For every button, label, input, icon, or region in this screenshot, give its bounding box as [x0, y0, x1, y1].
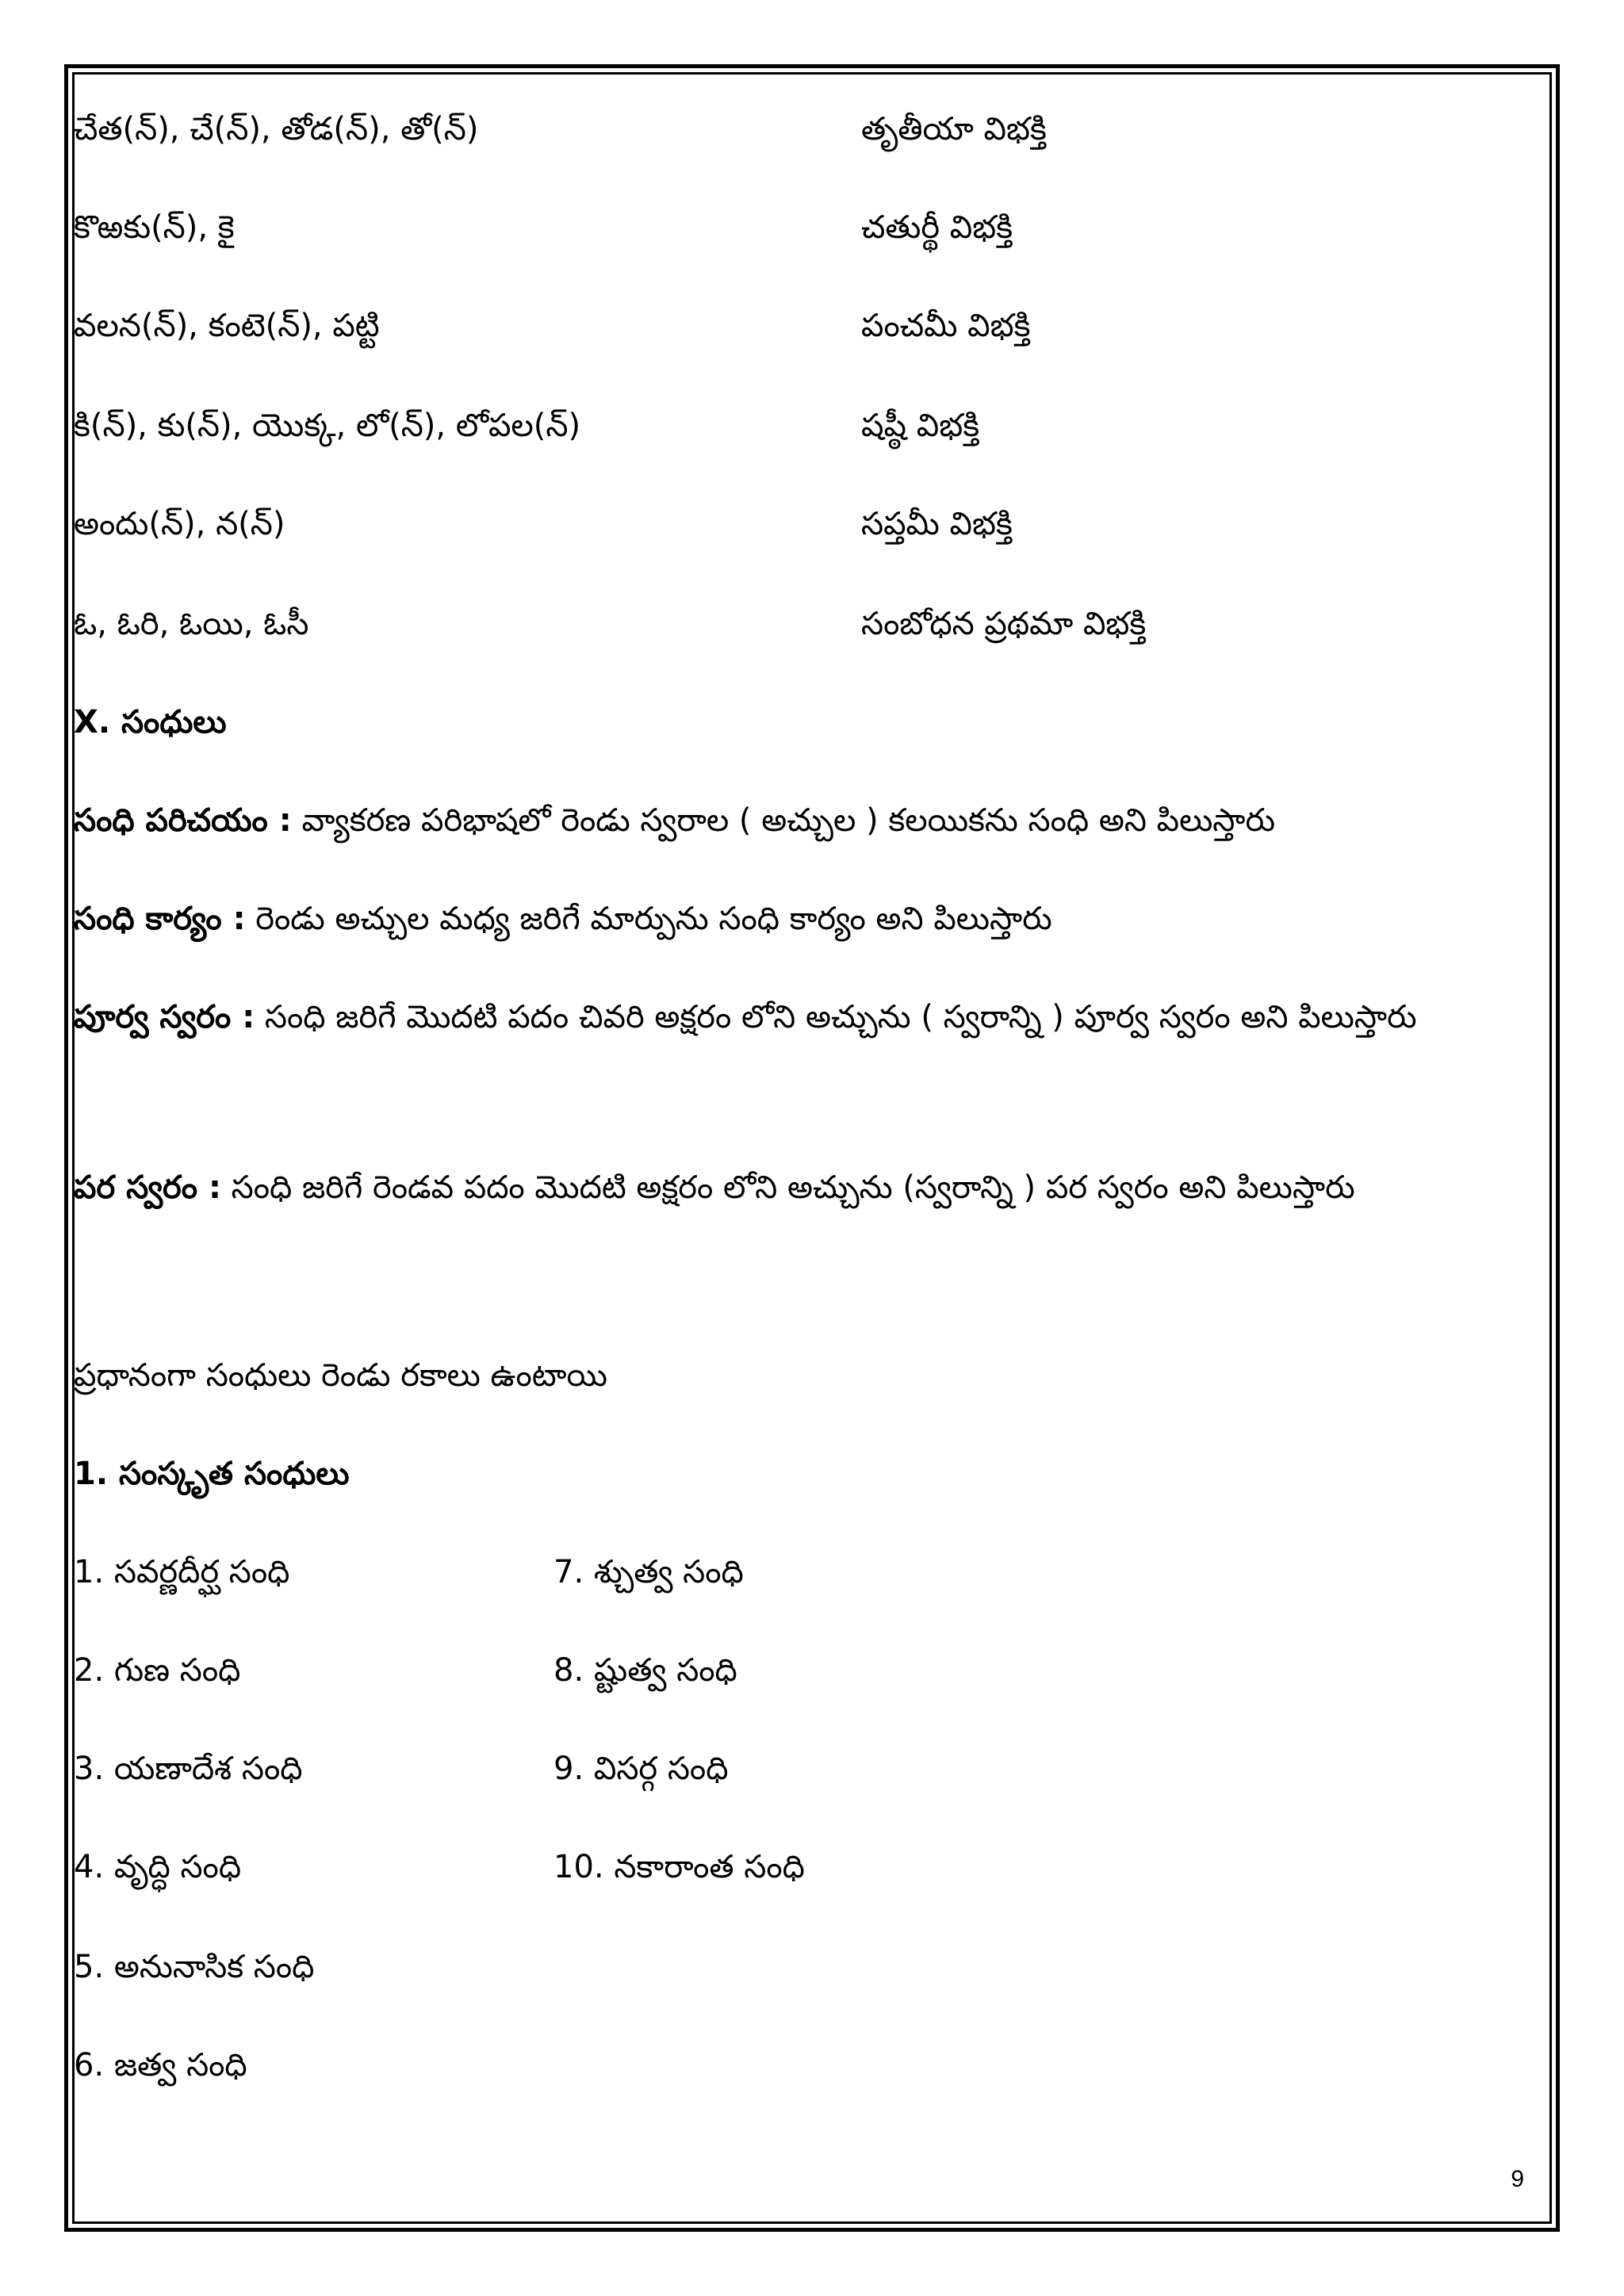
vibhakti-suffix: ఓ, ఓరి, ఓయి, ఓసీ	[74, 606, 309, 642]
intro-line: ప్రధానంగా సంధులు రెండు రకాలు ఉంటాయి	[74, 1357, 607, 1394]
sandhi-item: 9. విసర్గ సంధి	[553, 1751, 729, 1787]
vibhakti-suffix: అందు(న్), న(న్)	[74, 506, 285, 542]
vibhakti-suffix: చేత(న్), చే(న్), తోడ(న్), తో(న్)	[74, 111, 479, 147]
vibhakti-name: పంచమీ విభక్తి	[861, 308, 1031, 344]
sandhi-item: 6. జత్వ సంధి	[74, 2047, 247, 2084]
vibhakti-name: షష్ఠీ విభక్తి	[861, 408, 980, 444]
definition-text: సంధి జరిగే మొదటి పదం చివరి అక్షరం లోని అచ్చును ( స్వరాన్ని ) పూర్వ స్వరం అని పిలుస్తారు	[255, 999, 1417, 1035]
vibhakti-suffix: వలన(న్), కంటె(న్), పట్టి	[74, 308, 380, 344]
sandhi-item: 1. సవర్ణదీర్ఘ సంధి	[74, 1554, 290, 1590]
definition-text: సంధి జరిగే రెండవ పదం మొదటి అక్షరం లోని అచ్చును (స్వరాన్ని ) పర స్వరం అని పిలుస్తారు	[220, 1169, 1355, 1206]
sandhi-item: 3. యణాదేశ సంధి	[74, 1751, 303, 1787]
section-heading: X. సంధులు	[74, 704, 227, 740]
vibhakti-name: చతుర్థీ విభక్తి	[861, 209, 1013, 246]
sandhi-item: 2. గుణ సంధి	[74, 1652, 241, 1689]
definition-sandhi-karyam	[74, 897, 1052, 941]
vibhakti-suffix: కి(న్), కు(న్), యొక్క, లో(న్), లోపల(న్)	[74, 408, 581, 444]
vibhakti-suffix: కొఱకు(న్), కై	[74, 209, 235, 246]
definition-term: సంధి పరిచయం :	[74, 802, 292, 839]
definition-para-swaram	[74, 1144, 1529, 1231]
definition-text: వ్యాకరణ పరిభాషలో రెండు స్వరాల ( అచ్చుల ) కలయికను సంధి అని పిలుస్తారు	[291, 802, 1276, 839]
definition-sandhi-intro	[74, 798, 1275, 843]
definition-term: పర స్వరం :	[74, 1169, 221, 1206]
sandhi-item: 4. వృద్ధి సంధి	[74, 1849, 242, 1885]
vibhakti-name: తృతీయా విభక్తి	[861, 111, 1047, 147]
definition-text: రెండు అచ్చుల మధ్య జరిగే మార్పును సంధి కార్యం అని పిలుస్తారు	[245, 901, 1052, 937]
definition-term: సంధి కార్యం :	[74, 901, 246, 937]
definition-purva-swaram	[74, 974, 1529, 1061]
sub-heading: 1. సంస్కృత సంధులు	[74, 1456, 350, 1492]
sandhi-item: 5. అనునాసిక సంధి	[74, 1949, 315, 1985]
sandhi-item: 8. ష్టుత్వ సంధి	[553, 1652, 737, 1689]
vibhakti-name: సప్తమీ విభక్తి	[861, 506, 1013, 542]
page-number: 9	[1511, 2166, 1524, 2192]
definition-term: పూర్వ స్వరం :	[74, 999, 255, 1035]
sandhi-item: 10. నకారాంత సంధి	[553, 1849, 805, 1885]
vibhakti-name: సంబోధన ప్రథమా విభక్తి	[861, 606, 1147, 642]
sandhi-item: 7. శ్చుత్వ సంధి	[553, 1554, 744, 1590]
